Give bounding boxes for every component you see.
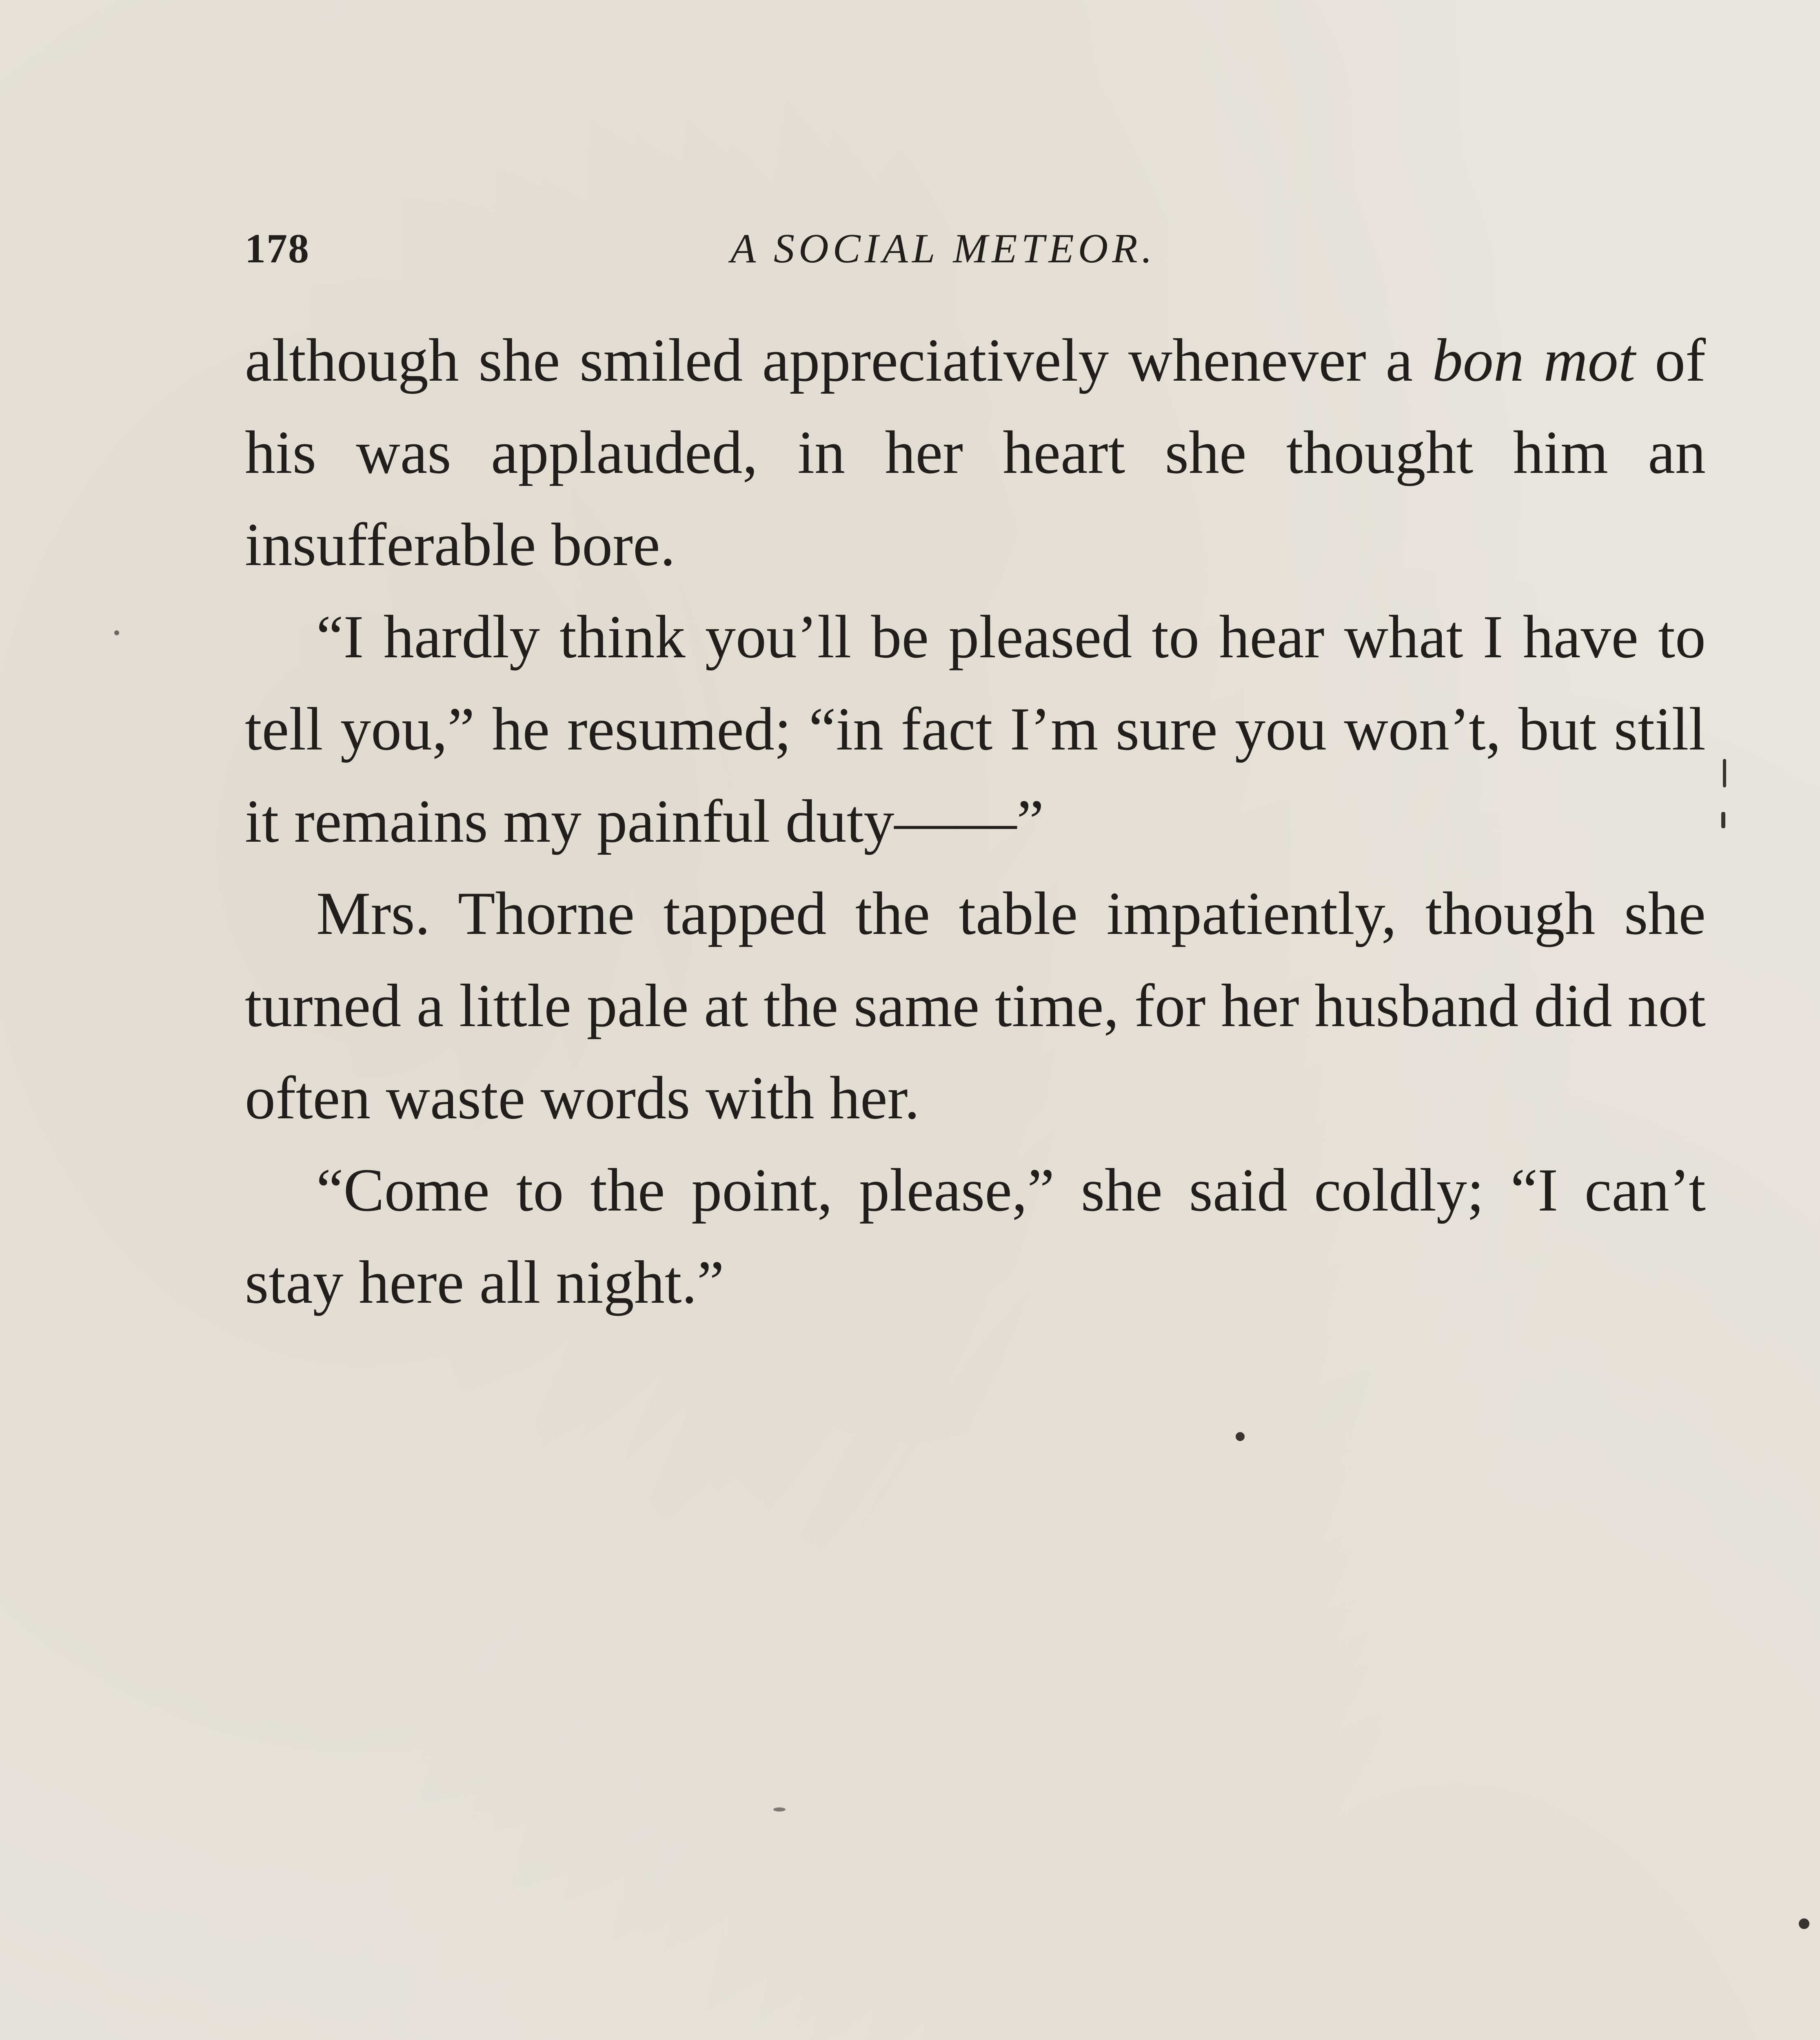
- paper-speck: [114, 630, 119, 635]
- paper-speck: [773, 1807, 786, 1812]
- paragraph-2: “I hardly think you’ll be pleased to hear what I have to tell you,” he resumed; “in fact I’m sure you won’t, but still it remains my painful duty——”: [245, 603, 1706, 855]
- paper-speck: [1721, 812, 1725, 828]
- paragraph-1-text-b: of his was applauded, in her heart she thought him an insufferable bore.: [245, 326, 1706, 579]
- paper-speck: [1236, 1432, 1245, 1441]
- paragraph-4: “Come to the point, please,” she said coldly; “I can’t stay here all night.”: [245, 1156, 1706, 1316]
- paragraph-1: [245, 314, 1706, 591]
- body-text: [245, 314, 1706, 1328]
- running-title: A SOCIAL METEOR.: [730, 226, 1156, 272]
- paragraph-3: Mrs. Thorne tapped the table impatiently, though she turned a little pale at the same time, for her husband did not often waste words with her.: [245, 880, 1706, 1132]
- page-number: 178: [245, 226, 310, 272]
- paragraph-1-italic-phrase: bon mot: [1432, 326, 1636, 394]
- paper-speck: [1799, 1918, 1809, 1929]
- paragraph-1-text-a: although she smiled appreciatively whenever a: [245, 326, 1432, 394]
- paper-speck: [1723, 759, 1726, 787]
- running-head: [245, 216, 1706, 282]
